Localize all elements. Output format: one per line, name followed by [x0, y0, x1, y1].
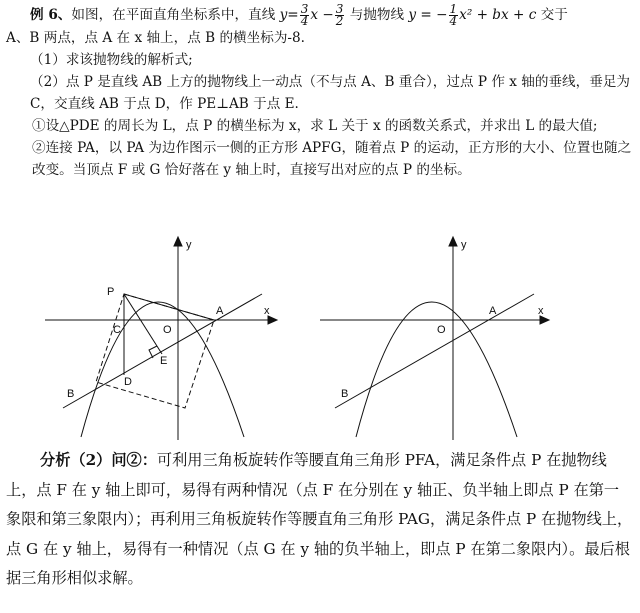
right-x-arrow [540, 316, 549, 324]
line-eq-y: y= [279, 7, 299, 23]
label-B-right: B [341, 388, 349, 400]
line-equation [279, 2, 346, 28]
line-frac-1-den: 4 [300, 14, 309, 28]
intro-parabola-text: 与抛物线 [345, 7, 409, 23]
line-frac-2-den: 2 [335, 14, 344, 28]
figure-right [320, 237, 549, 440]
left-parabola [81, 302, 244, 437]
label-P-left: P [107, 286, 115, 298]
analysis-text: 可利用三角板旋转作等腰直角三角形 PFA，满足条件点 P 在抛物线上，点 F 在 y 轴上即可，易得有两种情况（点 F 在分别在 y 轴正、负半轴上即点 P 在第一象限和第三象限内）；再利用三角板旋转作等腰直角三角形 PAG，满足条件点 P 在抛物线上，点 G 在 y 轴上，易得有一种情况（点 G 在 y 轴的负半轴上，即点 P 在第二象限内）。最后根据三角形相似求解。 [6, 451, 633, 587]
parabola-eq-rest: x² + bx + c [459, 7, 537, 23]
analysis-paragraph [6, 446, 634, 594]
line-frac-2-num: 3 [335, 2, 344, 16]
intro-tail: 交于 [536, 7, 568, 23]
left-y-arrow [174, 237, 182, 246]
label-B-left: B [67, 388, 75, 400]
right-line-AB [335, 294, 534, 408]
question-1: （1）求该抛物线的解析式; [30, 52, 193, 68]
label-x-right: x [538, 305, 544, 317]
question-2-part-2: ②连接 PA，以 PA 为边作图示一侧的正方形 APFG，随着点 P 的运动，正方形的大小、位置也随之改变。当顶点 F 或 G 恰好落在 y 轴上时，直接写出对应的点 P 的坐标。 [32, 140, 632, 178]
label-D-left: D [124, 376, 132, 388]
intro-text: 如图，在平面直角坐标系中，直线 [71, 7, 280, 23]
left-x-arrow [268, 316, 277, 324]
left-line-AB [63, 294, 262, 408]
label-O-right: O [437, 324, 446, 336]
label-x-left: x [264, 305, 270, 317]
parabola-frac-den: 4 [449, 14, 458, 28]
line-frac-1-num: 3 [300, 2, 309, 16]
label-y-left: y [186, 239, 192, 251]
label-A-left: A [216, 305, 224, 317]
line-frac-2 [335, 4, 345, 27]
problem-line-2: A、B 两点，点 A 在 x 轴上，点 B 的横坐标为-8. [6, 30, 305, 46]
label-E-left: E [160, 355, 168, 367]
example-label: 例 6、 [30, 7, 72, 23]
figure-left [45, 237, 277, 440]
problem-statement [6, 4, 634, 181]
line-eq-x: x − [310, 7, 334, 23]
parabola-equation [408, 2, 537, 28]
analysis-heading: 分析（2）问②： [40, 451, 157, 469]
label-C-left: C [113, 324, 121, 336]
problem-intro [6, 4, 634, 27]
left-square-APFG [96, 294, 214, 408]
label-A-right: A [489, 305, 497, 317]
label-y-right: y [461, 239, 467, 251]
parabola-frac-num: 1 [449, 2, 458, 16]
parabola-eq-y: y = − [408, 7, 448, 23]
right-y-arrow [449, 237, 457, 246]
question-2-part-1: ①设△PDE 的周长为 L，点 P 的横坐标为 x，求 L 关于 x 的函数关系式，并求出 L 的最大值; [32, 118, 598, 134]
parabola-frac [449, 4, 459, 27]
right-parabola [356, 302, 517, 437]
question-2: （2）点 P 是直线 AB 上方的抛物线上一动点（不与点 A、B 重合），过点 P 作 x 轴的垂线，垂足为 C，交直线 AB 于点 D，作 PE⊥AB 于点 E. [30, 74, 631, 112]
label-O-left: O [163, 324, 172, 336]
analysis-section [6, 446, 634, 594]
figures [0, 232, 640, 442]
line-frac-1 [300, 4, 310, 27]
